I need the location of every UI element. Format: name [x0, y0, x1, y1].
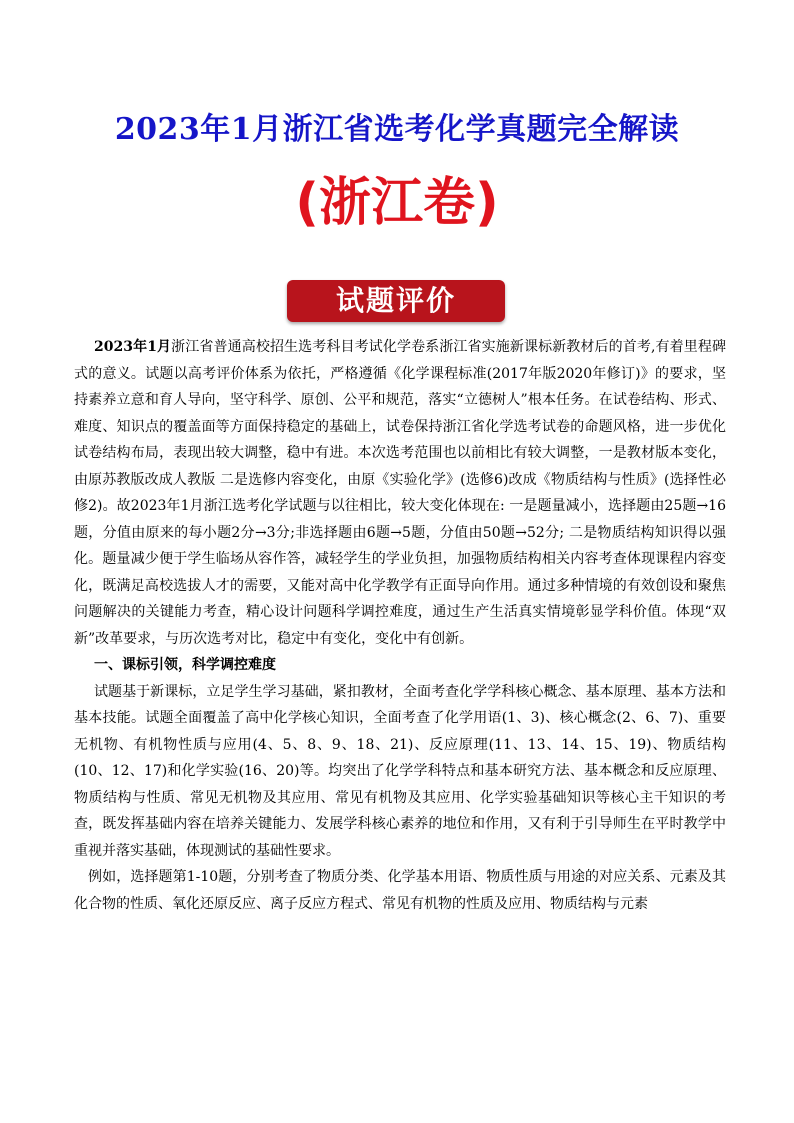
paragraph-intro	[74, 334, 726, 652]
page-subtitle: (浙江卷)	[295, 173, 499, 233]
paragraph-intro-lead: 2023年1月	[94, 339, 172, 355]
section-badge: 试题评价	[287, 280, 505, 322]
paragraph-example: 例如，选择题第1-10题，分别考查了物质分类、化学基本用语、物质性质与用途的对应关系、元素及其化合物的性质、氧化还原反应、离子反应方程式、常见有机物的性质及应用、物质结构与元素	[74, 869, 726, 912]
paragraph-curriculum: 试题基于新课标，立足学生学习基础，紧扣教材，全面考查化学学科核心概念、基本原理、基本方法和基本技能。试题全面覆盖了高中化学核心知识，全面考查了化学用语(1、3)、核心概念(2、6、7)、重要无机物、有机物性质与应用(4、5、8、9、18、21)、反应原理(11、13、14、15、19)、物质结构(10、12、17)和化学实验(16、20)等。均突出了化学学科特点和基本研究方法、基本概念和反应原理、物质结构与性质、常见无机物及其应用、常见有机物及其应用、化学实验基础知识等核心主干知识的考查，既发挥基础内容在培养关键能力、发展学科核心素养的地位和作用，又有利于引导师生在平时教学中重视并落实基础，体现测试的基础性要求。	[74, 683, 726, 859]
document-body	[74, 334, 726, 917]
paragraph-intro-text: 浙江省普通高校招生选考科目考试化学卷系浙江省实施新课标新教材后的首考,有着里程碑式的意义。试题以高考评价体系为依托，严格遵循《化学课程标准(2017年版2020年修订)》的要求，坚持素养立意和育人导向，坚守科学、原创、公平和规范，落实“立德树人”根本任务。在试卷结构、形式、难度、知识点的覆盖面等方面保持稳定的基础上，试卷保持浙江省化学选考试卷的命题风格，进一步优化试卷结构布局，表现出较大调整，稳中有进。本次选考范围也以前相比有较大调整，一是教材版本变化，由原苏教版改成人教版 二是选修内容变化，由原《实验化学》(选修6)改成《物质结构与性质》(选择性必修2)。故2023年1月浙江选考化学试题与以往相比，较大变化体现在: 一是题量减小，选择题由25题→16题，分值由原来的每小题2分→3分;非选择题由6题→5题，分值由50题→52分; 二是物质结构知识得以强化。题量减少便于学生临场从容作答，减轻学生的学业负担，加强物质结构相关内容考查体现课程内容变化，既满足高校选拔人才的需要，又能对高中化学教学有正面导向作用。通过多种情境的有效创设和聚焦问题解决的关键能力考查，精心设计问题科学调控难度，通过生产生活真实情境彰显学科价值。体现“双新”改革要求，与历次选考对比，稳定中有变化，变化中有创新。	[74, 339, 726, 647]
page-title: 2023年1月浙江省选考化学真题完全解读	[114, 112, 680, 147]
section-heading: 一、课标引领，科学调控难度	[94, 657, 276, 673]
